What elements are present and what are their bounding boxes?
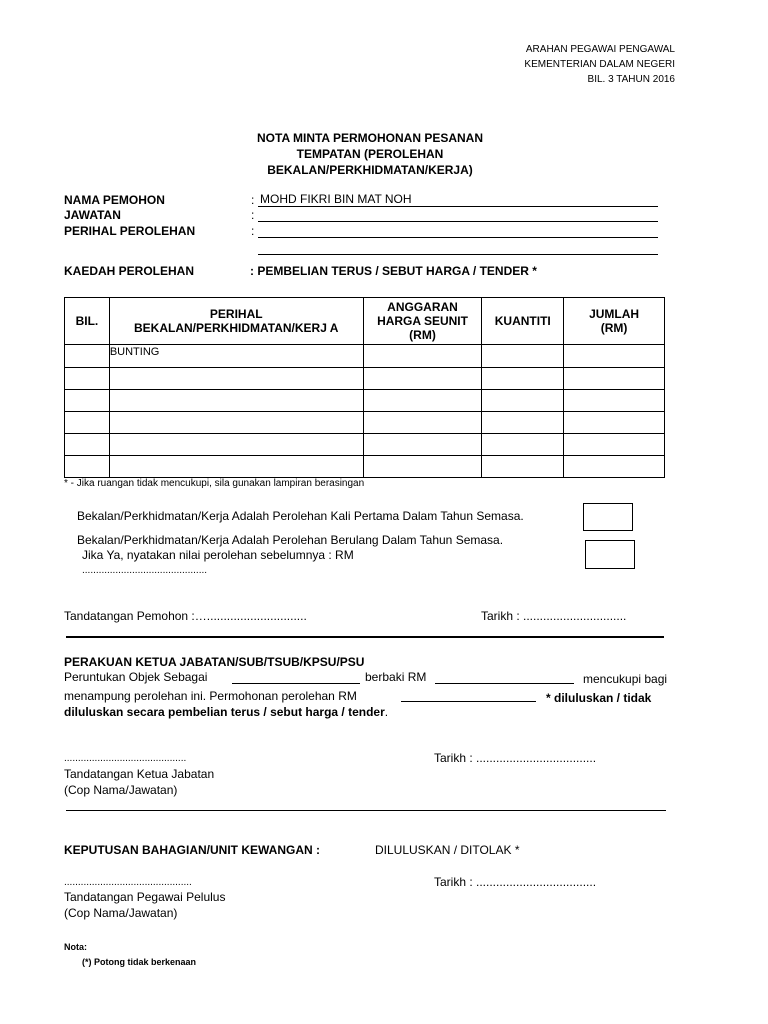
cell-jumlah[interactable]: [564, 368, 665, 390]
method-label: KAEDAH PEROLEHAN: [64, 264, 195, 278]
header-perihal-text: PERIHAL BEKALAN/PERKHIDMATAN/KERJ A: [134, 307, 339, 335]
cell-kuantiti[interactable]: [482, 368, 564, 390]
cert-line1-a: Peruntukan Objek Sebagai: [64, 670, 208, 684]
first-time-text: Bekalan/Perkhidmatan/Kerja Adalah Perolehan Kali Pertama Dalam Tahun Semasa.: [77, 509, 524, 523]
notes-item-1: (*) Potong tidak berkenaan: [82, 957, 197, 967]
cell-kuantiti[interactable]: [482, 390, 564, 412]
cert-line2-b: * diluluskan / tidak: [546, 691, 652, 705]
cell-kuantiti[interactable]: [482, 456, 564, 478]
subject-underline-1: [258, 237, 658, 238]
cert-signature-dots[interactable]: ............................................: [64, 753, 187, 764]
title-line-1: NOTA MINTA PERMOHONAN PESANAN: [257, 131, 483, 145]
cell-bil[interactable]: [65, 390, 110, 412]
cell-perihal[interactable]: BUNTING: [109, 345, 363, 368]
table-header-row: [65, 298, 665, 345]
header-line-1: ARAHAN PEGAWAI PENGAWAL: [525, 44, 675, 55]
cell-kuantiti[interactable]: [482, 412, 564, 434]
decision-date[interactable]: Tarikh : ....................................: [434, 875, 597, 889]
cell-jumlah[interactable]: [564, 345, 665, 368]
method-value: : PEMBELIAN TERUS / SEBUT HARGA / TENDER *: [250, 264, 537, 278]
header-bil: BIL.: [65, 298, 110, 345]
header-jumlah-text: JUMLAH (RM): [589, 307, 640, 335]
header-line-3: BIL. 3 TAHUN 2016: [587, 74, 675, 85]
cell-jumlah[interactable]: [564, 456, 665, 478]
cell-perihal[interactable]: [109, 368, 363, 390]
document-header: [524, 42, 675, 87]
header-anggaran-text: ANGGARAN HARGA SEUNIT (RM): [377, 300, 468, 342]
repeat-value-dots[interactable]: .............................................: [82, 565, 208, 576]
section-divider-1: [66, 636, 664, 638]
cell-anggaran[interactable]: [363, 345, 482, 368]
cell-perihal[interactable]: [109, 412, 363, 434]
cell-jumlah[interactable]: [564, 412, 665, 434]
applicant-signature[interactable]: Tandatangan Pemohon :…..............................: [64, 609, 307, 623]
table-row: [65, 456, 665, 478]
table-row: [65, 390, 665, 412]
items-table: [64, 297, 665, 478]
repeat-text: Bekalan/Perkhidmatan/Kerja Adalah Perolehan Berulang Dalam Tahun Semasa.: [77, 533, 504, 547]
name-value[interactable]: MOHD FIKRI BIN MAT NOH: [260, 192, 412, 206]
decision-signature-label: Tandatangan Pegawai Pelulus: [64, 890, 226, 904]
header-jumlah: [564, 298, 665, 345]
cert-line3: [64, 705, 388, 719]
subject-underline-2: [258, 254, 658, 255]
cert-date[interactable]: Tarikh : ....................................: [434, 751, 597, 765]
repeat-value-label: Jika Ya, nyatakan nilai perolehan sebelumnya : RM: [82, 548, 354, 562]
first-time-checkbox[interactable]: [583, 503, 633, 531]
decision-signature-dots[interactable]: ..............................................: [64, 877, 192, 888]
subject-label: PERIHAL PEROLEHAN: [64, 224, 196, 238]
position-label: JAWATAN: [64, 208, 121, 222]
cert-line3-end: .: [384, 705, 389, 719]
position-colon: :: [251, 208, 255, 222]
cell-perihal[interactable]: [109, 456, 363, 478]
table-row: [65, 345, 665, 368]
name-underline: [258, 206, 658, 207]
decision-value: DILULUSKAN / DITOLAK *: [375, 843, 520, 857]
request-amount-underline[interactable]: [401, 701, 536, 702]
cert-line1-b: berbaki RM: [365, 670, 427, 684]
cell-perihal[interactable]: [109, 434, 363, 456]
table-row: [65, 368, 665, 390]
balance-underline[interactable]: [435, 683, 574, 684]
title-line-2: TEMPATAN (PEROLEHAN: [296, 147, 444, 161]
cell-anggaran[interactable]: [363, 434, 482, 456]
applicant-date[interactable]: Tarikh : ...............................: [481, 609, 627, 623]
cert-line2-a: menampung perolehan ini. Permohonan perolehan RM: [64, 689, 357, 703]
cell-perihal[interactable]: [109, 390, 363, 412]
subject-colon: :: [251, 224, 255, 238]
certification-heading: PERAKUAN KETUA JABATAN/SUB/TSUB/KPSU/PSU: [64, 655, 365, 669]
header-line-2: KEMENTERIAN DALAM NEGERI: [524, 59, 675, 70]
decision-stamp-label: (Cop Nama/Jawatan): [64, 906, 178, 920]
cell-anggaran[interactable]: [363, 368, 482, 390]
notes-label: Nota:: [64, 942, 87, 952]
cert-line1-c: mencukupi bagi: [583, 672, 668, 686]
cell-jumlah[interactable]: [564, 434, 665, 456]
cert-line3-text: diluluskan secara pembelian terus / sebut harga / tender: [64, 705, 385, 719]
repeat-checkbox[interactable]: [585, 540, 635, 569]
header-kuantiti: KUANTITI: [482, 298, 564, 345]
table-row: [65, 412, 665, 434]
object-underline[interactable]: [232, 683, 360, 684]
cell-jumlah[interactable]: [564, 390, 665, 412]
table-footnote: * - Jika ruangan tidak mencukupi, sila gunakan lampiran berasingan: [64, 478, 365, 489]
decision-heading: KEPUTUSAN BAHAGIAN/UNIT KEWANGAN :: [64, 843, 320, 857]
cell-anggaran[interactable]: [363, 390, 482, 412]
section-divider-2: [66, 810, 666, 811]
cell-anggaran[interactable]: [363, 412, 482, 434]
cell-bil[interactable]: [65, 412, 110, 434]
cell-bil[interactable]: [65, 368, 110, 390]
cert-signature-label: Tandatangan Ketua Jabatan: [64, 767, 215, 781]
header-perihal: [109, 298, 363, 345]
name-label: NAMA PEMOHON: [64, 193, 165, 207]
cell-kuantiti[interactable]: [482, 434, 564, 456]
name-colon: :: [251, 193, 255, 207]
cell-bil[interactable]: [65, 434, 110, 456]
header-anggaran: [363, 298, 482, 345]
position-underline: [258, 221, 658, 222]
form-title: [170, 130, 570, 178]
table-row: [65, 434, 665, 456]
cert-stamp-label: (Cop Nama/Jawatan): [64, 783, 178, 797]
cell-bil[interactable]: [65, 345, 110, 368]
title-line-3: BEKALAN/PERKHIDMATAN/KERJA): [267, 163, 473, 177]
cell-kuantiti[interactable]: [482, 345, 564, 368]
cell-anggaran[interactable]: [363, 456, 482, 478]
cell-bil[interactable]: [65, 456, 110, 478]
